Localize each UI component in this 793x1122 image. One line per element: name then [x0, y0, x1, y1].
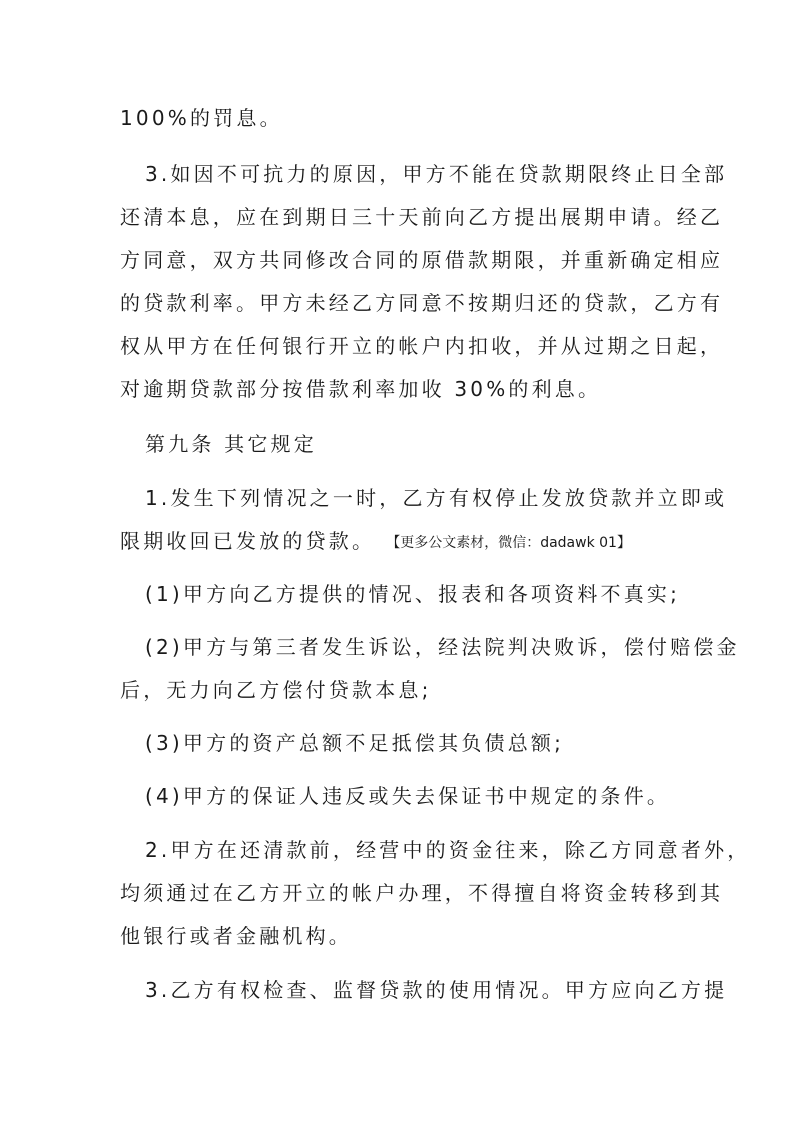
text-line-14: (3)甲方的资产总额不足抵偿其负债总额; [145, 731, 565, 755]
text-line-11: (1)甲方向乙方提供的情况、报表和各项资料不真实; [145, 582, 681, 606]
text-line-10-main: 限期收回已发放的贷款。 [120, 529, 376, 553]
text-line-3: 还清本息，应在到期日三十天前向乙方提出展期申请。经乙 [120, 205, 724, 229]
text-line-7: 对逾期贷款部分按借款利率加收 30%的利息。 [120, 377, 602, 401]
text-line-16: 2.甲方在还清款前，经营中的资金往来，除乙方同意者外， [145, 838, 751, 862]
text-line-12: (2)甲方与第三者发生诉讼，经法院判决败诉，偿付赔偿金 [145, 635, 740, 659]
text-line-4: 方同意，双方共同修改合同的原借款期限，并重新确定相应 [120, 248, 724, 272]
text-line-18: 他银行或者金融机构。 [120, 924, 352, 948]
text-line-9: 1.发生下列情况之一时，乙方有权停止发放贷款并立即或 [145, 486, 728, 510]
section-heading: 第九条 其它规定 [145, 432, 317, 456]
text-line-15: (4)甲方的保证人违反或失去保证书中规定的条件。 [145, 784, 671, 808]
text-line-6: 权从甲方在任何银行开立的帐户内扣收，并从过期之日起， [120, 334, 724, 358]
text-line-13: 后，无力向乙方偿付贷款本息; [120, 678, 432, 702]
text-line-17: 均须通过在乙方开立的帐户办理，不得擅自将资金转移到其 [120, 881, 724, 905]
text-line-10 [120, 527, 793, 557]
text-line-5: 的贷款利率。甲方未经乙方同意不按期归还的贷款，乙方有 [120, 291, 724, 315]
text-line-2: 3.如因不可抗力的原因，甲方不能在贷款期限终止日全部 [145, 162, 728, 186]
inline-note: 【更多公文素材，微信：dadawk 01】 [393, 535, 631, 551]
text-line-19: 3.乙方有权检查、监督贷款的使用情况。甲方应向乙方提 [145, 978, 728, 1002]
text-line-1: 100%的罚息。 [120, 106, 283, 130]
